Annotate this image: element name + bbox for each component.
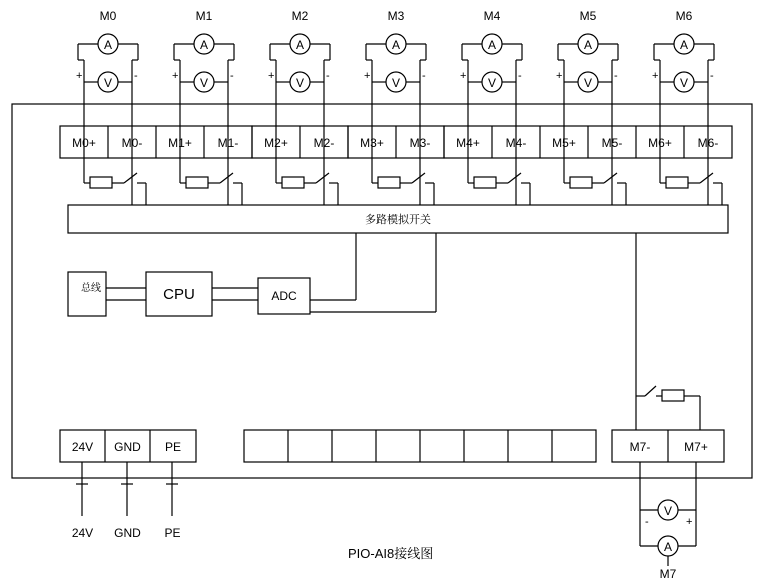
channel-label-m0: M0 [99,9,117,23]
voltmeter-icon-m1: V [199,76,208,90]
channel-label-m2: M2 [291,9,309,23]
ammeter-icon-m6: A [679,38,688,52]
device-outline [12,104,752,478]
polarity-minus-m7: - [645,516,649,528]
power-label-24v: 24V [71,526,94,540]
terminal-m5-minus: M5- [601,136,623,150]
channel-label-m6: M6 [675,9,693,23]
terminal-m6-plus: M6+ [648,136,672,150]
ammeter-icon-m7: A [663,540,672,554]
ammeter-icon-m4: A [487,38,496,52]
cpu-label: CPU [163,286,195,303]
ammeter-icon-m3: A [391,38,400,52]
polarity-plus-m1: + [172,70,179,82]
terminal-m7-minus: M7- [629,440,651,454]
channel-label-m1: M1 [195,9,213,23]
bus-label [68,282,106,296]
polarity-minus-m6: - [710,70,714,82]
channel-label-m7: M7 [659,567,677,581]
terminal-m2-plus: M2+ [264,136,288,150]
polarity-minus-m4: - [518,70,522,82]
terminal-m3-plus: M3+ [360,136,384,150]
polarity-plus-m6: + [652,70,659,82]
terminal-24v: 24V [71,440,94,454]
terminal-gnd: GND [114,440,141,454]
voltmeter-icon-m7: V [663,504,672,518]
channel-label-m3: M3 [387,9,405,23]
terminal-m7-plus: M7+ [684,440,708,454]
terminal-m1-plus: M1+ [168,136,192,150]
power-label-gnd: GND [114,526,141,540]
ammeter-icon-m2: A [295,38,304,52]
voltmeter-icon-m0: V [103,76,112,90]
voltmeter-icon-m6: V [679,76,688,90]
voltmeter-icon-m4: V [487,76,496,90]
polarity-minus-m0: - [134,70,138,82]
polarity-plus-m0: + [76,70,83,82]
ammeter-icon-m1: A [199,38,208,52]
terminal-m0-plus: M0+ [72,136,96,150]
terminal-m4-minus: M4- [505,136,527,150]
terminal-m0-minus: M0- [121,136,143,150]
terminal-m1-minus: M1- [217,136,239,150]
voltmeter-icon-m5: V [583,76,592,90]
ammeter-icon-m5: A [583,38,592,52]
terminal-m3-minus: M3- [409,136,431,150]
channel-label-m4: M4 [483,9,501,23]
polarity-plus-m3: + [364,70,371,82]
terminal-m5-plus: M5+ [552,136,576,150]
voltmeter-icon-m2: V [295,76,304,90]
polarity-minus-m5: - [614,70,618,82]
terminal-pe: PE [164,440,181,454]
polarity-plus-m4: + [460,70,467,82]
polarity-minus-m3: - [422,70,426,82]
polarity-minus-m2: - [326,70,330,82]
polarity-plus-m7: + [686,516,693,528]
terminal-m6-minus: M6- [697,136,719,150]
polarity-plus-m2: + [268,70,275,82]
power-label-pe: PE [164,526,181,540]
mux-label: 多路模拟开关 [365,213,431,226]
ammeter-icon-m0: A [103,38,112,52]
terminal-m2-minus: M2- [313,136,335,150]
channel-label-m5: M5 [579,9,597,23]
bus-label-text: 总线 [81,283,101,294]
diagram-title: PIO-AI8接线图 [348,546,434,561]
polarity-minus-m1: - [230,70,234,82]
adc-label: ADC [271,289,297,303]
voltmeter-icon-m3: V [391,76,400,90]
terminal-m4-plus: M4+ [456,136,480,150]
polarity-plus-m5: + [556,70,563,82]
